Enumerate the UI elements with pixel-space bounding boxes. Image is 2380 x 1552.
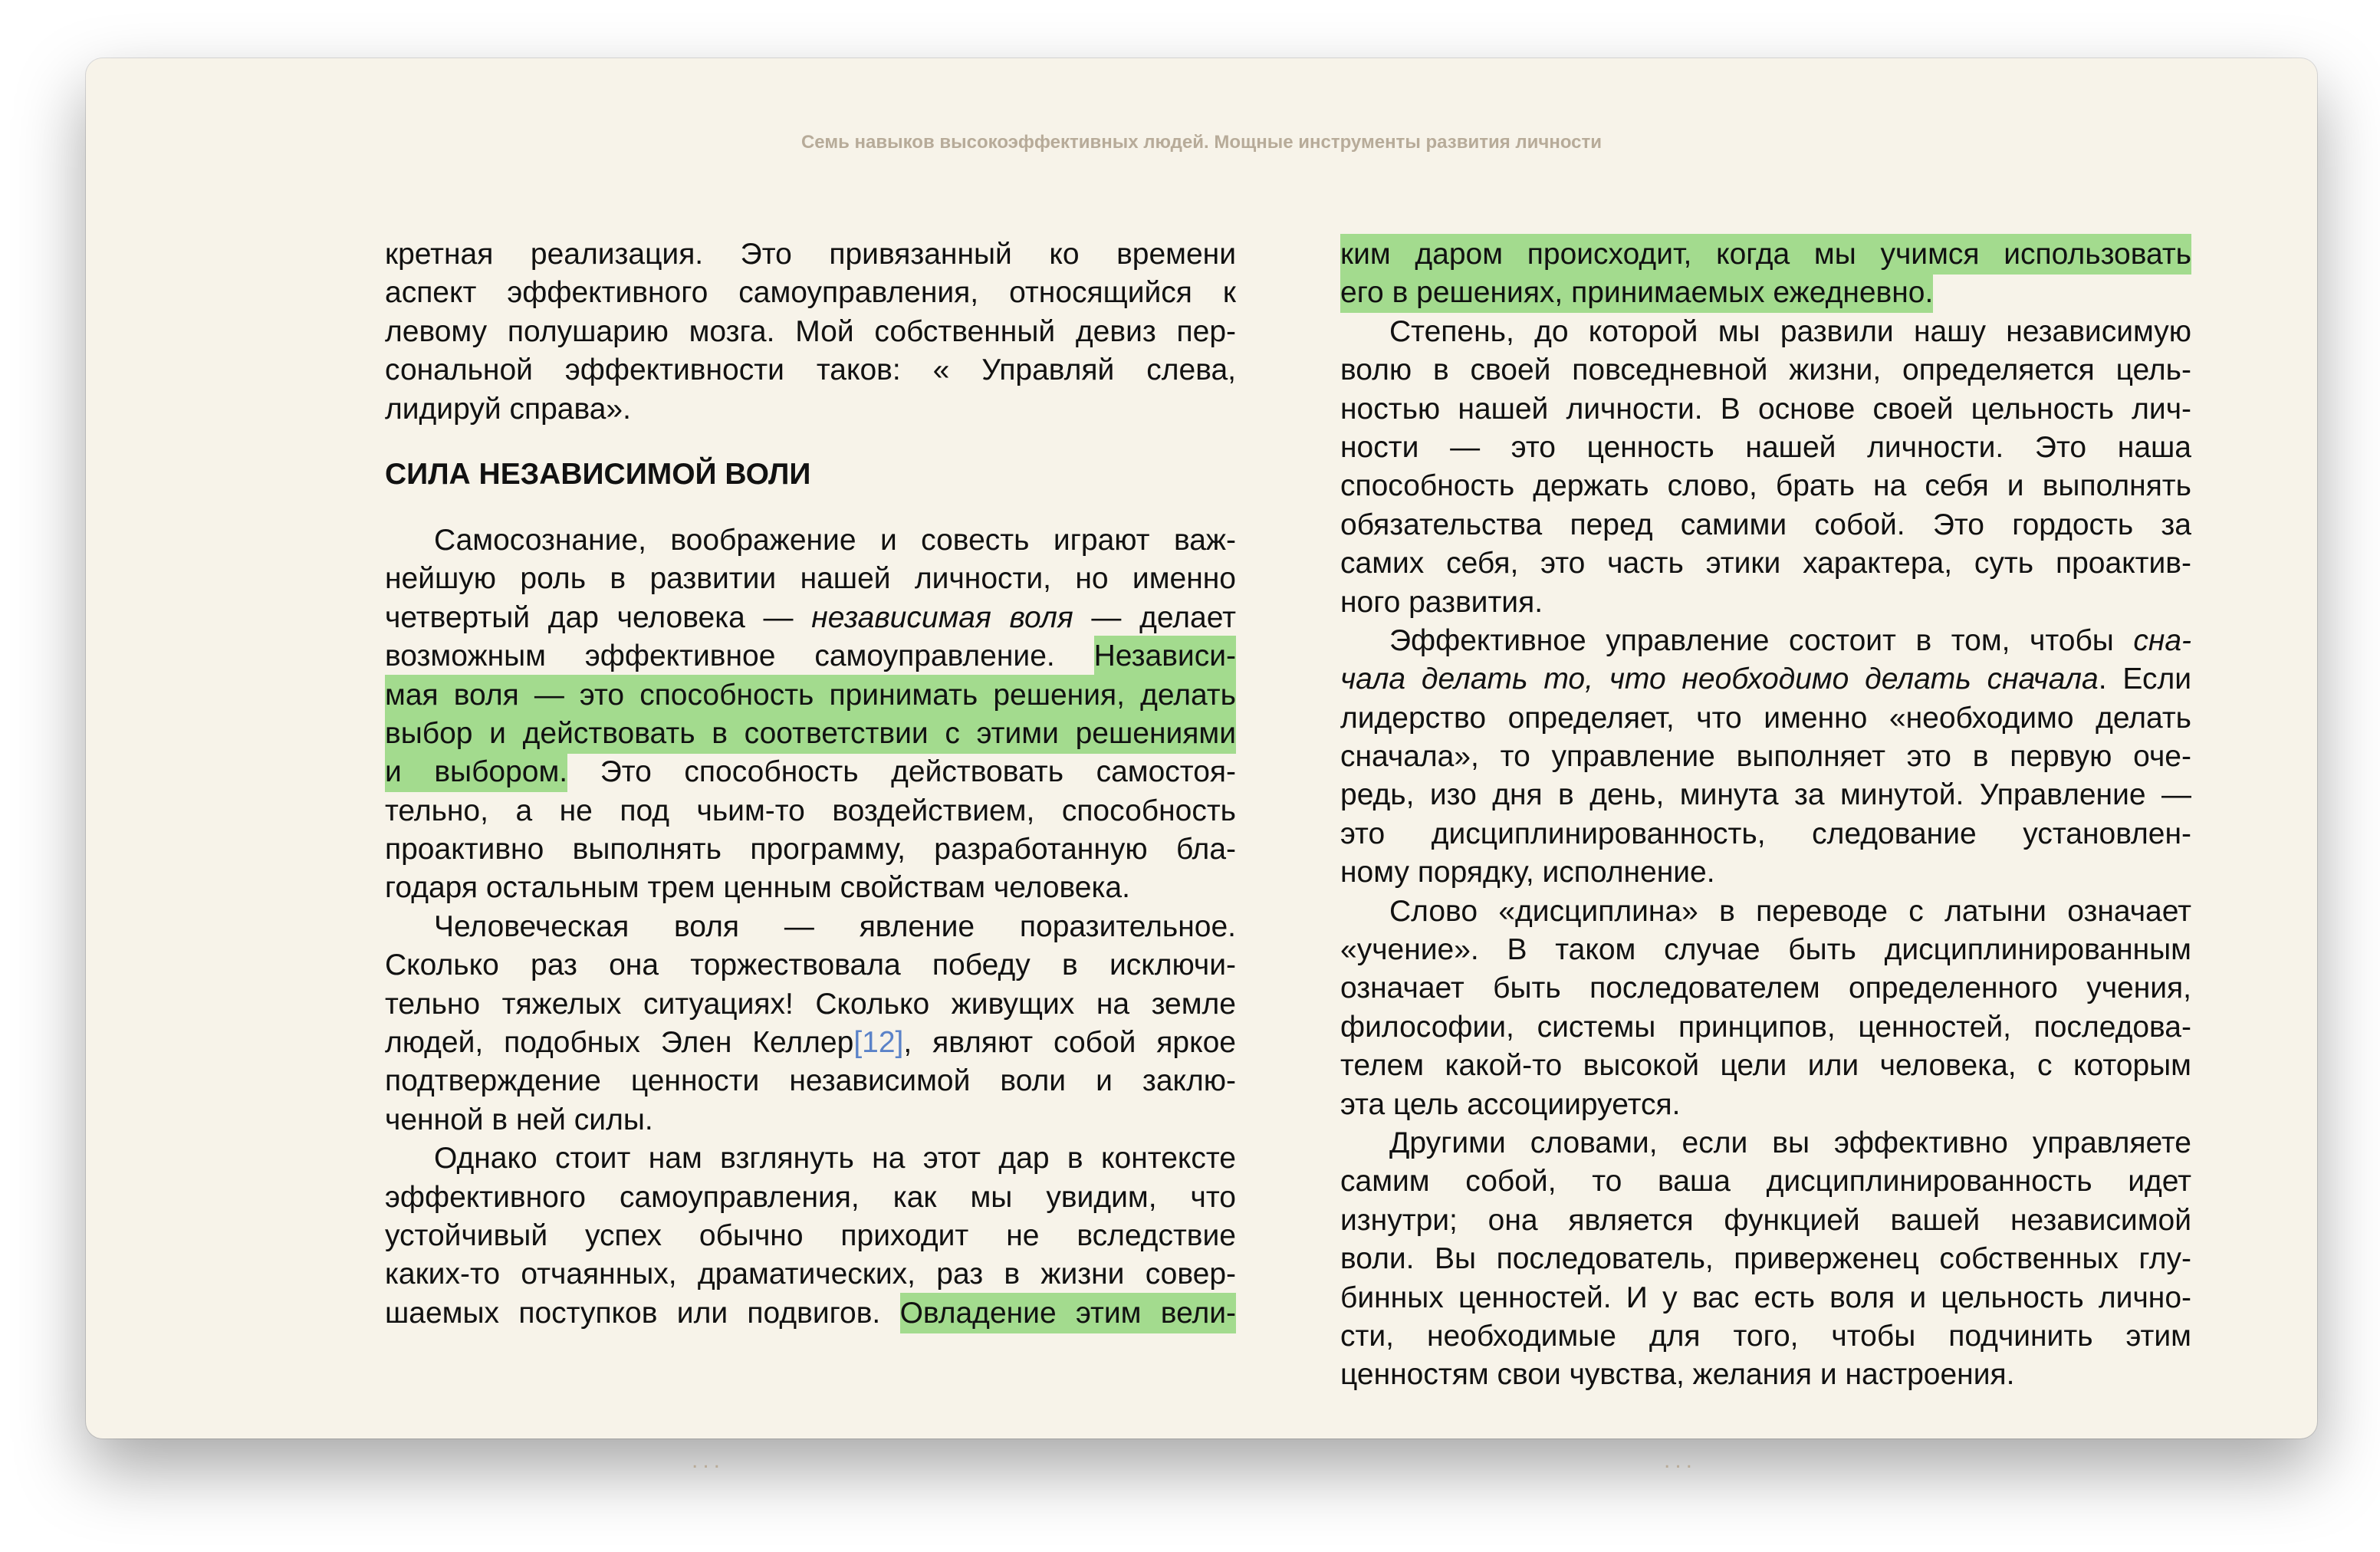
text-run: , являют собой яркое (903, 1026, 1236, 1060)
text-run: аспект эффективного самоуправления, относящийся к (385, 276, 1236, 310)
text-line (385, 946, 1236, 985)
text-line (385, 599, 1236, 637)
text-line (385, 1255, 1236, 1294)
text-run: устойчивый успех обычно приходит не вследствие (385, 1218, 1236, 1252)
left-page-more-icon[interactable]: ... (692, 1448, 725, 1473)
text-line (1340, 931, 2191, 969)
text-line (385, 1179, 1236, 1217)
text-run: Сколько раз она торжествовала победу в исключи- (385, 949, 1236, 982)
text-line (1340, 776, 2191, 814)
text-run: означает быть последователем определенного учения, (1340, 972, 2191, 1005)
text-run: ностью нашей личности. В основе своей цельность лич- (1340, 392, 2191, 426)
text-line (385, 1062, 1236, 1100)
text-run: изнутри; она является функцией вашей независимой (1340, 1203, 2191, 1237)
text-line (1340, 1317, 2191, 1356)
text-line (385, 676, 1236, 715)
text-run: обязательства перед самими собой. Это гордость за (1340, 508, 2191, 541)
text-line (385, 313, 1236, 351)
text-run: ценностям свои чувства, желания и настроения. (1340, 1358, 2015, 1392)
text-run: нейшую роль в развитии нашей личности, но именно (385, 562, 1236, 596)
italic-text: сна- (2133, 623, 2191, 657)
left-body-text (385, 521, 1236, 1333)
text-run: сти, необходимые для того, чтобы подчинить этим (1340, 1319, 2191, 1353)
text-line (1340, 622, 2191, 660)
text-run: каких-то отчаянных, драматических, раз в жизни совер- (385, 1258, 1236, 1291)
highlighted-text: Овладение этим вели- (900, 1293, 1236, 1333)
text-run: Другими словами, если вы эффективно управляете (1389, 1126, 2191, 1159)
text-line (1340, 1124, 2191, 1162)
text-line (1340, 699, 2191, 738)
text-line (1340, 1008, 2191, 1047)
right-page-more-icon[interactable]: ... (1664, 1448, 1698, 1473)
text-run: годаря остальным трем ценным свойствам человека. (385, 871, 1130, 905)
text-run: подтверждение ценности независимой воли и заклю- (385, 1064, 1236, 1098)
text-run: — делает (1073, 600, 1236, 634)
text-run: людей, подобных Элен Келлер (385, 1026, 854, 1060)
text-line (1340, 893, 2191, 931)
text-run: ности — это ценность нашей личности. Это наша (1340, 430, 2191, 464)
text-line (1340, 506, 2191, 544)
right-page (1340, 235, 2191, 1395)
text-run: сначала», то управление выполняет это в первую оче- (1340, 740, 2191, 774)
text-line (385, 521, 1236, 560)
text-run: Однако стоит нам взглянуть на этот дар в контексте (434, 1142, 1236, 1176)
text-run: Самосознание, воображение и совесть играют важ- (434, 523, 1236, 557)
text-run: лидируй справа». (385, 392, 631, 426)
text-line (1340, 738, 2191, 776)
text-line (385, 753, 1236, 791)
text-line (1340, 1162, 2191, 1201)
text-run: ному порядку, исполнение. (1340, 856, 1715, 889)
text-run: ченной в ней силы. (385, 1103, 653, 1136)
text-line (385, 1294, 1236, 1333)
text-line (385, 985, 1236, 1024)
text-line (385, 235, 1236, 274)
text-run: Слово «дисциплина» в переводе с латыни означает (1389, 894, 2191, 928)
text-line (385, 560, 1236, 598)
text-run: волю в своей повседневной жизни, определяется цель- (1340, 353, 2191, 387)
text-run: Это способность действовать самостоя- (567, 755, 1236, 789)
text-line (1340, 313, 2191, 351)
text-run: шаемых поступков или подвигов. (385, 1296, 900, 1330)
text-line (1340, 274, 2191, 312)
text-run: способность держать слово, брать на себя и выполнять (1340, 469, 2191, 503)
text-line (1340, 467, 2191, 505)
text-run: Человеческая воля — явление поразительное. (434, 909, 1236, 943)
highlighted-text: мая воля — это способность принимать решения, делать (385, 675, 1236, 715)
text-line (1340, 544, 2191, 583)
highlighted-text: Независи- (1094, 636, 1236, 676)
text-run: «учение». В таком случае быть дисциплинированным (1340, 933, 2191, 967)
text-line (1340, 1047, 2191, 1085)
section-heading: СИЛА НЕЗАВИСИМОЙ ВОЛИ (385, 457, 811, 491)
text-run: телем какой-то высокой цели или человека, с которым (1340, 1049, 2191, 1083)
text-line (385, 274, 1236, 312)
left-page (385, 235, 1236, 1333)
text-line (1340, 660, 2191, 699)
left-intro-paragraph (385, 235, 1236, 429)
text-line (385, 1024, 1236, 1062)
text-line (1340, 390, 2191, 429)
highlighted-text: его в решениях, принимаемых ежедневно. (1340, 272, 1933, 313)
text-line (385, 1101, 1236, 1139)
text-line (1340, 1086, 2191, 1124)
text-run: кретная реализация. Это привязанный ко времени (385, 238, 1236, 271)
text-line (385, 869, 1236, 907)
text-line (385, 792, 1236, 830)
text-line (1340, 1279, 2191, 1317)
text-run: самим собой, то ваша дисциплинированность идет (1340, 1165, 2191, 1199)
text-run: бинных ценностей. И у вас есть воля и цельность лично- (1340, 1281, 2191, 1314)
text-run: тельно, а не под чьим-то воздействием, способность (385, 794, 1236, 827)
text-run: самих себя, это часть этики характера, суть проактив- (1340, 547, 2191, 580)
text-line (1340, 1240, 2191, 1278)
text-line (1340, 815, 2191, 853)
right-body-text (1340, 235, 2191, 1395)
text-line (385, 715, 1236, 753)
text-line (1340, 351, 2191, 390)
text-run: Степень, до которой мы развили нашу независимую (1389, 314, 2191, 348)
text-line (1340, 584, 2191, 622)
text-line (385, 908, 1236, 946)
text-run: философии, системы принципов, ценностей, последова- (1340, 1010, 2191, 1044)
text-line (1340, 1202, 2191, 1240)
text-run: лидерство определяет, что именно «необходимо делать (1340, 701, 2191, 735)
text-line (385, 1139, 1236, 1178)
text-line (1340, 235, 2191, 274)
text-run: ного развития. (1340, 585, 1543, 619)
reader-window (86, 58, 2317, 1473)
text-line (385, 390, 1236, 429)
text-run: левому полушарию мозга. Мой собственный девиз пер- (385, 314, 1236, 348)
italic-text: независимая воля (811, 600, 1073, 634)
highlighted-text: и выбором. (385, 751, 567, 792)
text-line (385, 637, 1236, 676)
text-line (1340, 429, 2191, 467)
text-run: Эффективное управление состоит в том, чтобы (1389, 623, 2134, 657)
text-line (385, 1217, 1236, 1255)
text-line (1340, 853, 2191, 892)
text-run: тельно тяжелых ситуациях! Сколько живущих на земле (385, 987, 1236, 1021)
text-line (1340, 1356, 2191, 1394)
book-title: Семь навыков высокоэффективных людей. Мощные инструменты развития личности (800, 132, 1603, 153)
text-run: проактивно выполнять программу, разработанную бла- (385, 833, 1236, 866)
text-line (385, 830, 1236, 869)
text-run: . Если (2098, 663, 2191, 696)
highlighted-text: выбор и действовать в соответствии с этими решениями (385, 713, 1236, 754)
text-run: эта цель ассоциируется. (1340, 1087, 1681, 1121)
text-run: редь, изо дня в день, минута за минутой. Управление — (1340, 778, 2191, 812)
text-run: четвертый дар человека — (385, 600, 812, 634)
text-run: это дисциплинированность, следование установлен- (1340, 817, 2191, 850)
text-run: сональной эффективности таков: « Управляй слева, (385, 353, 1236, 387)
highlighted-text: ким даром происходит, когда мы учимся использовать (1340, 234, 2191, 275)
footnote-link[interactable]: [12] (853, 1026, 904, 1060)
text-line (385, 351, 1236, 390)
text-run: воли. Вы последователь, приверженец собственных глу- (1340, 1242, 2191, 1276)
text-line (1340, 969, 2191, 1008)
text-run: возможным эффективное самоуправление. (385, 640, 1094, 673)
text-run: эффективного самоуправления, как мы увидим, что (385, 1180, 1236, 1214)
italic-text: чала делать то, что необходимо делать сначала (1340, 663, 2099, 696)
